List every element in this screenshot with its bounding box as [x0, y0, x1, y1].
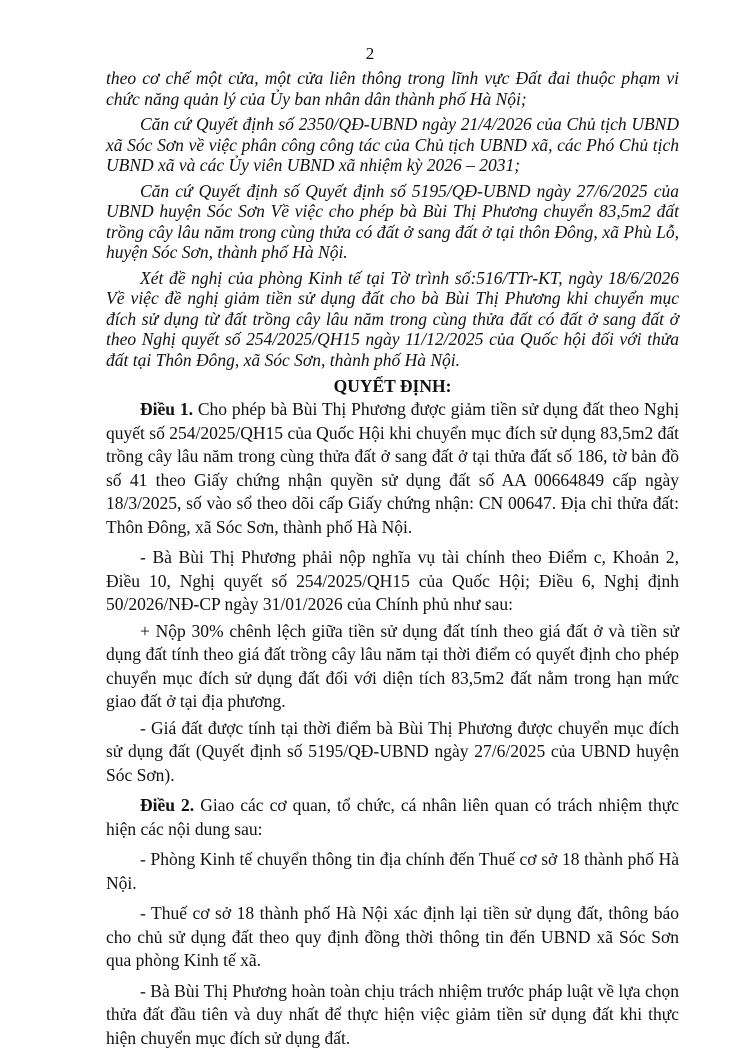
page-number: 2 [365, 44, 375, 63]
legal-basis-paragraph: Căn cứ Quyết định số 2350/QĐ-UBND ngày 21/4/2026 của Chủ tịch UBND xã Sóc Sơn về việc phân công công tác của Chủ tịch UBND xã, các Phó Chủ tịch UBND xã và các Ủy viên UBND xã nhiệm kỳ 2026 – 2031; [106, 114, 679, 175]
article-1-item: - Giá đất được tính tại thời điểm bà Bùi Thị Phương được chuyển mục đích sử dụng đất (Quyết định số 5195/QĐ-UBND ngày 27/6/2025 của UBND huyện Sóc Sơn). [106, 717, 679, 785]
legal-basis-paragraph: theo cơ chế một cửa, một cửa liên thông trong lĩnh vực Đất đai thuộc phạm vi chức năng quản lý của Ủy ban nhân dân thành phố Hà Nội; [106, 68, 679, 109]
legal-basis-paragraph: Xét đề nghị của phòng Kinh tế tại Tờ trình số:516/TTr-KT, ngày 18/6/2026 Về việc đề nghị giảm tiền sử dụng đất cho bà Bùi Thị Phương khi chuyển mục đích sử dụng từ đất trồng cây lâu năm trong cùng thửa đất có đất ở sang đất ở theo Nghị quyết số 254/2025/QH15 ngày 11/12/2025 của Quốc hội đối với thửa đất tại Thôn Đông, xã Sóc Sơn, thành phố Hà Nội. [106, 267, 679, 370]
document-body [106, 68, 679, 1057]
decision-heading: QUYẾT ĐỊNH: [333, 376, 452, 396]
article-2-item: - Thuế cơ sở 18 thành phố Hà Nội xác định lại tiền sử dụng đất, thông báo cho chủ sử dụng đất theo quy định đồng thời thông tin đến UBND xã Sóc Sơn qua phòng Kinh tế xã. [106, 903, 679, 970]
article-1-item: - Bà Bùi Thị Phương phải nộp nghĩa vụ tài chính theo Điểm c, Khoản 2, Điều 10, Nghị quyết số 254/2025/QH15 của Quốc Hội; Điều 6, Nghị định 50/2026/NĐ-CP ngày 31/01/2026 của Chính phủ như sau: [106, 547, 679, 614]
article-2-item: - Bà Bùi Thị Phương hoàn toàn chịu trách nhiệm trước pháp luật về lựa chọn thửa đất đầu tiên và duy nhất để thực hiện việc giảm tiền sử dụng đất khi thực hiện chuyển mục đích sử dụng đất. [106, 980, 679, 1048]
article-1-text: Cho phép bà Bùi Thị Phương được giảm tiền sử dụng đất theo Nghị quyết số 254/2025/QH15 của Quốc Hội khi chuyển mục đích sử dụng 83,5m2 đất trồng cây lâu năm trong cùng thửa đất ở sang đất ở tại thửa đất số 186, tờ bản đồ số 41 theo Giấy chứng nhận quyền sử dụng đất số AA 00664849 cấp ngày 18/3/2025, số vào sổ theo dõi cấp Giấy chứng nhận: CN 00647. Địa chỉ thửa đất: Thôn Đông, xã Sóc Sơn, thành phố Hà Nội. [106, 399, 679, 537]
article-2-text: Giao các cơ quan, tổ chức, cá nhân liên quan có trách nhiệm thực hiện các nội dung sau: [106, 795, 679, 839]
article-1 [106, 398, 679, 539]
legal-basis-paragraph: Căn cứ Quyết định số Quyết định số 5195/QĐ-UBND ngày 27/6/2025 của UBND huyện Sóc Sơn Về việc cho phép bà Bùi Thị Phương chuyển 83,5m2 đất trồng cây lâu năm trong cùng thửa có đất ở sang đất ở tại thôn Đông, xã Phù Lỗ, huyện Sóc Sơn, thành phố Hà Nội. [106, 180, 679, 262]
article-1-label: Điều 1. [140, 399, 193, 419]
article-2-item: - Phòng Kinh tế chuyển thông tin địa chính đến Thuế cơ sở 18 thành phố Hà Nội. [106, 849, 679, 893]
article-1-item: + Nộp 30% chênh lệch giữa tiền sử dụng đất tính theo giá đất ở và tiền sử dụng đất tính theo giá đất trồng cây lâu năm tại thời điểm có quyết định cho phép chuyển mục đích sử dụng đất đối với diện tích 83,5m2 đất nằm trong hạn mức giao đất ở tại địa phương. [106, 620, 679, 711]
article-2-label: Điều 2. [140, 795, 195, 815]
article-2 [106, 794, 679, 841]
